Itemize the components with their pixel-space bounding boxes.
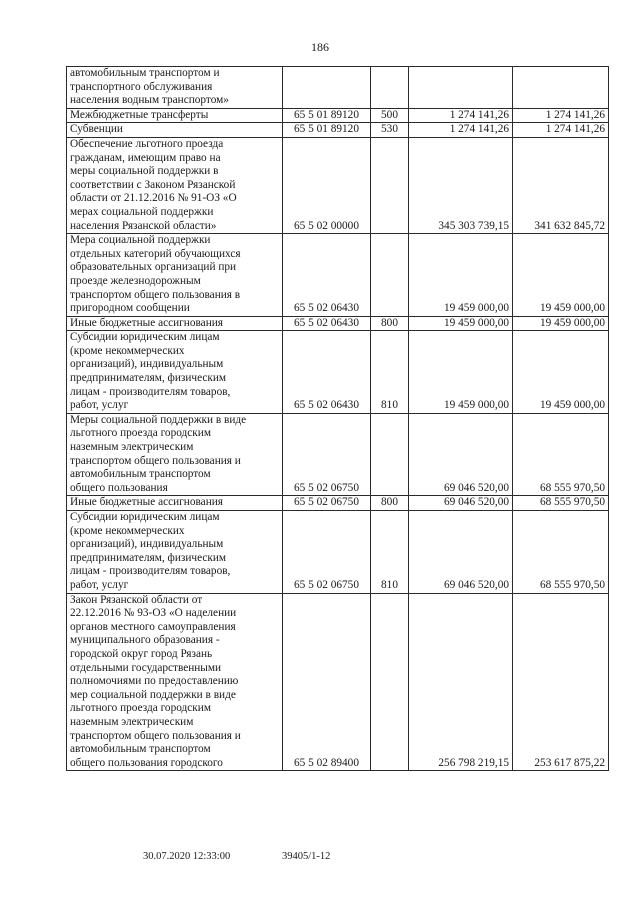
- table-row: [67, 137, 609, 233]
- row-sum-2021-cell: 19 459 000,00: [513, 316, 609, 331]
- row-expense-type-cell: [371, 67, 409, 109]
- row-code-cell: 65 5 02 89400: [283, 593, 371, 771]
- row-name-cell: [67, 413, 283, 496]
- row-sum-2021-cell: 19 459 000,00: [513, 331, 609, 414]
- row-name-text: Мера социальной поддержки отдельных категорий обучающихся образовательных организаций при проезде железнодорожным транспортом общего пользования в пригородном сообщении: [70, 234, 241, 315]
- row-sum-2020-cell: 19 459 000,00: [409, 331, 513, 414]
- budget-table: [66, 66, 609, 771]
- table-row: [67, 123, 609, 138]
- table-row: [67, 593, 609, 771]
- row-code-cell: 65 5 02 06430: [283, 316, 371, 331]
- table-row: [67, 234, 609, 317]
- row-sum-2020-cell: 69 046 520,00: [409, 496, 513, 511]
- row-expense-type-cell: 810: [371, 331, 409, 414]
- row-code-cell: 65 5 02 06430: [283, 331, 371, 414]
- table-row: [67, 108, 609, 123]
- row-expense-type-cell: [371, 234, 409, 317]
- row-sum-2021-cell: 1 274 141,26: [513, 123, 609, 138]
- row-sum-2021-cell: 253 617 875,22: [513, 593, 609, 771]
- row-name-cell: [67, 511, 283, 594]
- row-sum-2021-cell: [513, 67, 609, 109]
- row-name-cell: [67, 316, 283, 331]
- row-sum-2020-cell: [409, 67, 513, 109]
- table-row: [67, 496, 609, 511]
- budget-table-body: [67, 67, 609, 771]
- row-sum-2021-cell: 19 459 000,00: [513, 234, 609, 317]
- row-sum-2020-cell: 1 274 141,26: [409, 123, 513, 138]
- row-sum-2020-cell: 69 046 520,00: [409, 511, 513, 594]
- row-expense-type-cell: 530: [371, 123, 409, 138]
- row-name-text: Закон Рязанской области от 22.12.2016 № 93-ОЗ «О наделении органов местного самоуправления муниципального образования - городской округ город Рязань отдельными государственными полномочиями по предоставлению мер социальной поддержки в виде льготного проезда городским наземным электрическим транспортом общего пользования и автомобильным транспортом общего пользования городского: [70, 593, 241, 769]
- row-name-cell: [67, 331, 283, 414]
- row-code-cell: 65 5 01 89120: [283, 108, 371, 123]
- row-sum-2020-cell: 19 459 000,00: [409, 234, 513, 317]
- row-sum-2021-cell: 68 555 970,50: [513, 496, 609, 511]
- row-code-cell: 65 5 02 00000: [283, 137, 371, 233]
- row-name-text: Субсидии юридическим лицам (кроме некоммерческих организаций), индивидуальным предпринимателям, физическим лицам - производителям товаров, работ, услуг: [70, 331, 231, 412]
- row-sum-2020-cell: 69 046 520,00: [409, 413, 513, 496]
- row-name-cell: [67, 108, 283, 123]
- page-number: 186: [311, 40, 329, 54]
- table-row: [67, 67, 609, 109]
- row-name-cell: [67, 137, 283, 233]
- row-name-text: Субсидии юридическим лицам (кроме некоммерческих организаций), индивидуальным предпринимателям, физическим лицам - производителям товаров, работ, услуг: [70, 511, 231, 591]
- row-code-cell: 65 5 02 06750: [283, 496, 371, 511]
- table-row: [67, 331, 609, 414]
- table-row: [67, 316, 609, 331]
- row-expense-type-cell: [371, 413, 409, 496]
- row-expense-type-cell: 800: [371, 496, 409, 511]
- row-name-cell: [67, 593, 283, 771]
- row-expense-type-cell: [371, 593, 409, 771]
- row-code-cell: 65 5 01 89120: [283, 123, 371, 138]
- row-name-text: Иные бюджетные ассигнования: [70, 496, 223, 509]
- row-sum-2021-cell: 1 274 141,26: [513, 108, 609, 123]
- row-sum-2021-cell: 341 632 845,72: [513, 137, 609, 233]
- row-name-text: Меры социальной поддержки в виде льготного проезда городским наземным электрическим транспортом общего пользования и автомобильным транспортом общего пользования: [70, 413, 247, 494]
- row-code-cell: [283, 67, 371, 109]
- row-name-cell: [67, 496, 283, 511]
- row-name-cell: [67, 234, 283, 317]
- row-code-cell: 65 5 02 06750: [283, 511, 371, 594]
- row-expense-type-cell: [371, 137, 409, 233]
- footer-doc-number: 39405/1-12: [282, 851, 331, 862]
- row-expense-type-cell: 810: [371, 511, 409, 594]
- row-name-text: Иные бюджетные ассигнования: [70, 316, 223, 329]
- row-code-cell: 65 5 02 06750: [283, 413, 371, 496]
- row-name-text: Обеспечение льготного проезда гражданам, имеющим право на меры социальной поддержки в соответствии с Законом Рязанской области от 21.12.2016 № 91-ОЗ «О мерах социальной поддержки населения Рязанской области»: [70, 137, 237, 232]
- row-expense-type-cell: 800: [371, 316, 409, 331]
- row-name-cell: [67, 67, 283, 109]
- row-sum-2021-cell: 68 555 970,50: [513, 413, 609, 496]
- table-row: [67, 511, 609, 594]
- footer-date: 30.07.2020 12:33:00: [143, 851, 231, 862]
- row-name-cell: [67, 123, 283, 138]
- row-code-cell: 65 5 02 06430: [283, 234, 371, 317]
- row-sum-2020-cell: 1 274 141,26: [409, 108, 513, 123]
- row-name-text: автомобильным транспортом и транспортного обслуживания населения водным транспортом»: [70, 67, 229, 107]
- row-sum-2021-cell: 68 555 970,50: [513, 511, 609, 594]
- row-expense-type-cell: 500: [371, 108, 409, 123]
- row-sum-2020-cell: 345 303 739,15: [409, 137, 513, 233]
- row-sum-2020-cell: 19 459 000,00: [409, 316, 513, 331]
- row-name-text: Межбюджетные трансферты: [70, 108, 209, 121]
- row-sum-2020-cell: 256 798 219,15: [409, 593, 513, 771]
- table-row: [67, 413, 609, 496]
- row-name-text: Субвенции: [70, 123, 123, 136]
